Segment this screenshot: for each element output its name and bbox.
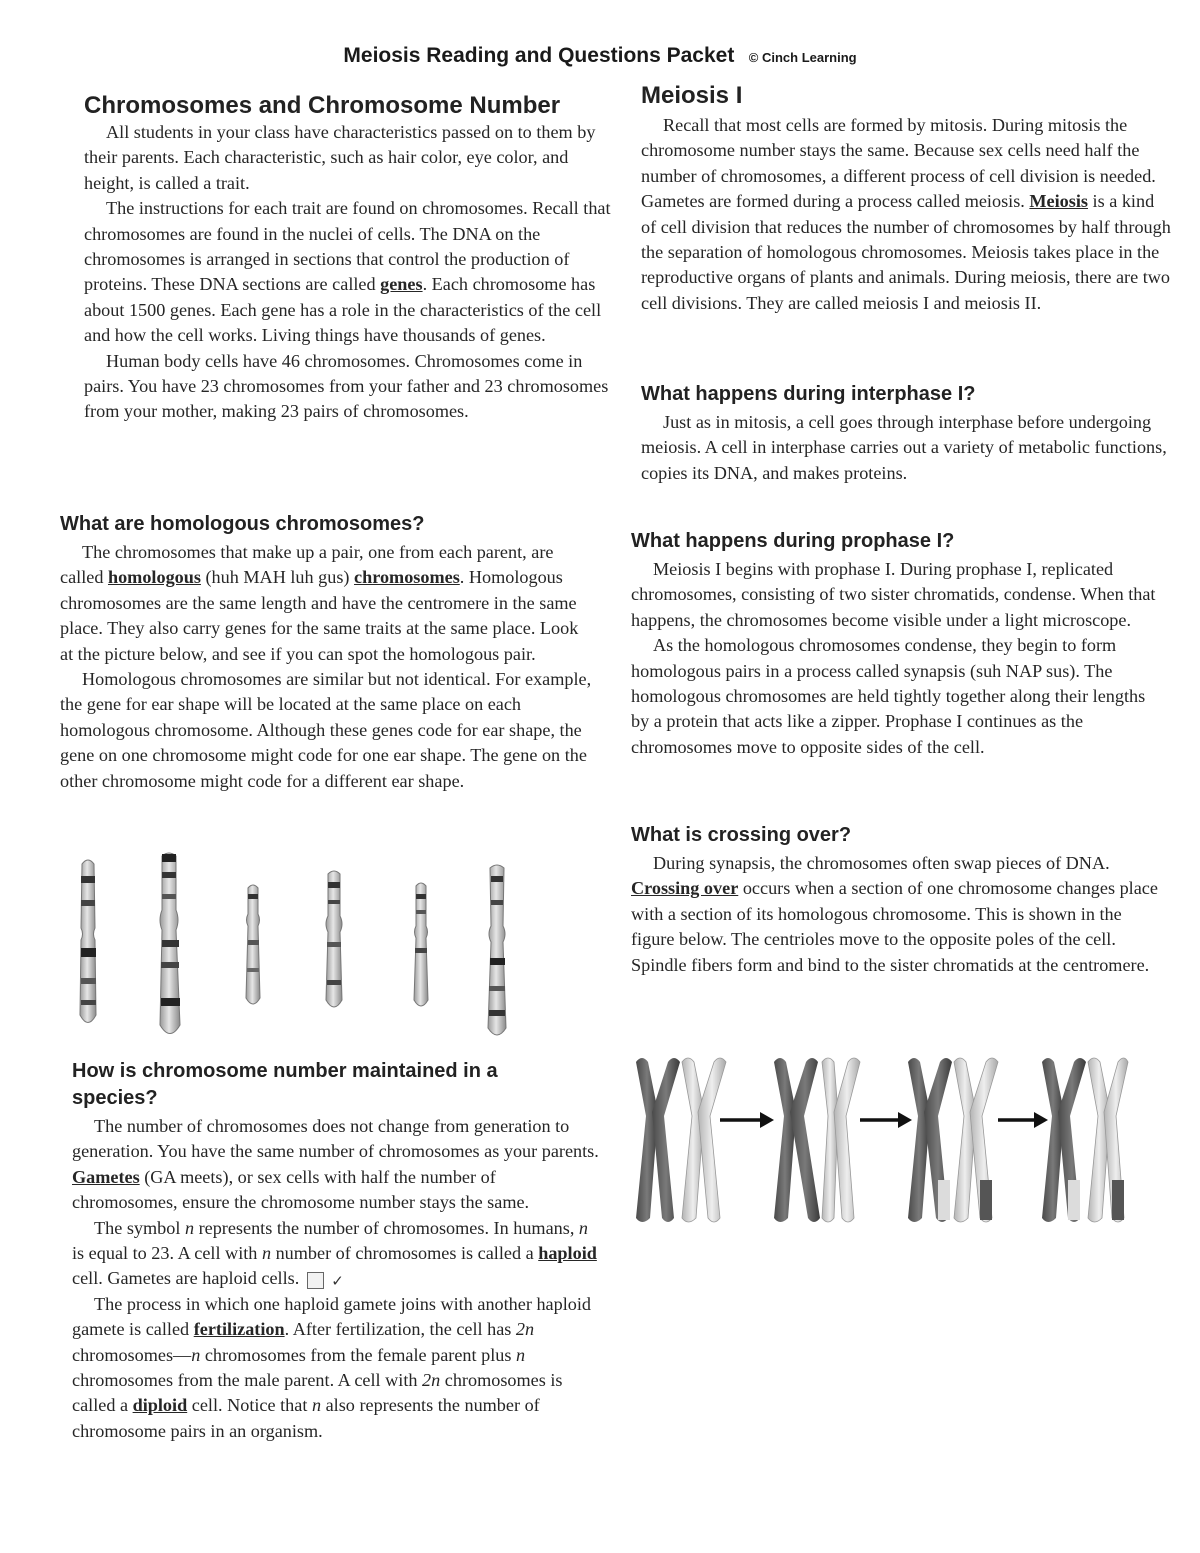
chromosome-image	[80, 860, 96, 1023]
section-heading: What happens during interphase I?	[641, 383, 976, 405]
term-diploid: diploid	[132, 1395, 188, 1416]
chromosome-image	[246, 885, 260, 1004]
crossing-over-figure	[628, 1050, 1128, 1230]
chromosome-image	[488, 865, 506, 1035]
chromosome-pair-image	[636, 1058, 726, 1222]
arrow-icon	[998, 1112, 1048, 1128]
chromosome-image	[160, 853, 180, 1034]
checkbox-icon	[307, 1272, 324, 1289]
section-heading: How is chromosome number maintained in a species?	[72, 1060, 498, 1109]
term-genes: genes	[380, 274, 423, 295]
chromosome-lineup-figure	[70, 850, 520, 1045]
section-interphase-1	[641, 381, 1171, 486]
paragraph: Recall that most cells are formed by mitosis. During mitosis the chromosome number stays the same. Because sex cells need half the number of chromosomes, a different process of cell division is needed. Gametes are formed during a process called meiosis. Meiosis is a kind of cell division that reduces the number of chromosomes by half through the separation of homologous chromosomes. Meiosis takes place in the reproductive organs of plants and animals. During meiosis, there are two cell divisions. They are called meiosis I and meiosis II.	[641, 115, 1171, 313]
section-heading: Meiosis I	[641, 82, 743, 109]
copyright-notice: © Cinch Learning	[748, 50, 857, 65]
section-heading: What is crossing over?	[631, 824, 852, 846]
section-heading: Chromosomes and Chromosome Number	[84, 92, 561, 119]
section-meiosis-1	[641, 82, 1171, 316]
paragraph: During synapsis, the chromosomes often swap pieces of DNA. Crossing over occurs when a section of one chromosome changes place with a section of its homologous chromosome. This is shown in the figure below. The centrioles move to the opposite poles of the cell. Spindle fibers form and bind to the sister chromatids at the centromere.	[631, 853, 1158, 975]
term-meiosis: Meiosis	[1029, 191, 1088, 212]
document-title: Meiosis Reading and Questions Packet	[343, 44, 735, 67]
section-crossing-over	[631, 822, 1161, 978]
chromosome-image	[414, 883, 428, 1006]
paragraph: The number of chromosomes does not change from generation to generation. You have the same number of chromosomes as your parents. Gametes (GA meets), or sex cells with half the number of chromosomes, ensure the chromosome number stays the same.	[72, 1116, 599, 1213]
arrow-icon	[720, 1112, 774, 1128]
section-heading: What are homologous chromosomes?	[60, 513, 425, 535]
arrow-icon	[860, 1112, 912, 1128]
term-fertilization: fertilization	[193, 1319, 285, 1340]
paragraph: Just as in mitosis, a cell goes through interphase before undergoing meiosis. A cell in interphase carries out a variety of metabolic functions, copies its DNA, and makes proteins.	[641, 412, 1167, 483]
paragraph: The chromosomes that make up a pair, one from each parent, are called homologous (huh MAH luh gus) chromosomes. Homologous chromosomes are the same length and have the centromere in the same place. They also carry genes for the same traits at the same place. Look at the picture below, and see if you can spot the homologous pair.	[60, 542, 579, 664]
section-homologous-chromosomes	[60, 511, 594, 794]
paragraph: The instructions for each trait are found on chromosomes. Recall that chromosomes are found in the nuclei of cells. The DNA on the chromosomes is arranged in sections that control the production of proteins. These DNA sections are called genes. Each chromosome has about 1500 genes. Each gene has a role in the characteristics of the cell and how the cell works. Living things have thousands of genes.	[84, 198, 611, 346]
chromosome-image	[326, 871, 342, 1007]
paragraph: The process in which one haploid gamete joins with another haploid gamete is called fertilization. After fertilization, the cell has 2n chromosomes—n chromosomes from the female parent plus n chromosomes from the male parent. A cell with 2n chromosomes is called a diploid cell. Notice that n also represents the number of chromosome pairs in an organism.	[72, 1293, 592, 1441]
chromosome-pair-image	[774, 1058, 860, 1222]
paragraph: Meiosis I begins with prophase I. During prophase I, replicated chromosomes, consisting of two sister chromatids, condense. When that happens, the chromosomes become visible under a light microscope.	[631, 559, 1156, 630]
section-chromosome-number-maintained	[72, 1058, 602, 1444]
paragraph: Human body cells have 46 chromosomes. Chromosomes come in pairs. You have 23 chromosomes from your father and 23 chromosomes from your mother, making 23 pairs of chromosomes.	[84, 350, 609, 422]
chromosome-pair-image	[1042, 1058, 1128, 1222]
term-crossing-over: Crossing over	[631, 878, 739, 899]
term-haploid: haploid	[538, 1243, 597, 1264]
section-prophase-1	[631, 528, 1161, 760]
paragraph: Homologous chromosomes are similar but not identical. For example, the gene for ear shape will be located at the same place on each homologous chromosome. Although these genes code for ear shape, the gene on one chromosome might code for one ear shape. The gene on the other chromosome might code for a different ear shape.	[60, 669, 592, 791]
chromosome-pair-image	[908, 1058, 998, 1222]
term-chromosomes: chromosomes	[354, 567, 460, 588]
document-header	[0, 44, 1200, 68]
paragraph: The symbol n represents the number of chromosomes. In humans, n is equal to 23. A cell with n number of chromosomes is called a haploid cell. Gametes are haploid cells.✓	[72, 1216, 602, 1292]
section-heading: What happens during prophase I?	[631, 530, 955, 552]
paragraph: All students in your class have characteristics passed on to them by their parents. Each characteristic, such as hair color, eye color, and height, is called a trait.	[84, 122, 596, 193]
term-gametes: Gametes	[72, 1166, 140, 1187]
paragraph: As the homologous chromosomes condense, they begin to form homologous pairs in a process called synapsis (suh NAP sus). The homologous chromosomes are held tightly together along their lengths by a protein that acts like a zipper. Prophase I continues as the chromosomes move to opposite sides of the cell.	[631, 635, 1146, 757]
section-chromosome-number	[84, 92, 612, 425]
term-homologous: homologous	[107, 567, 201, 588]
